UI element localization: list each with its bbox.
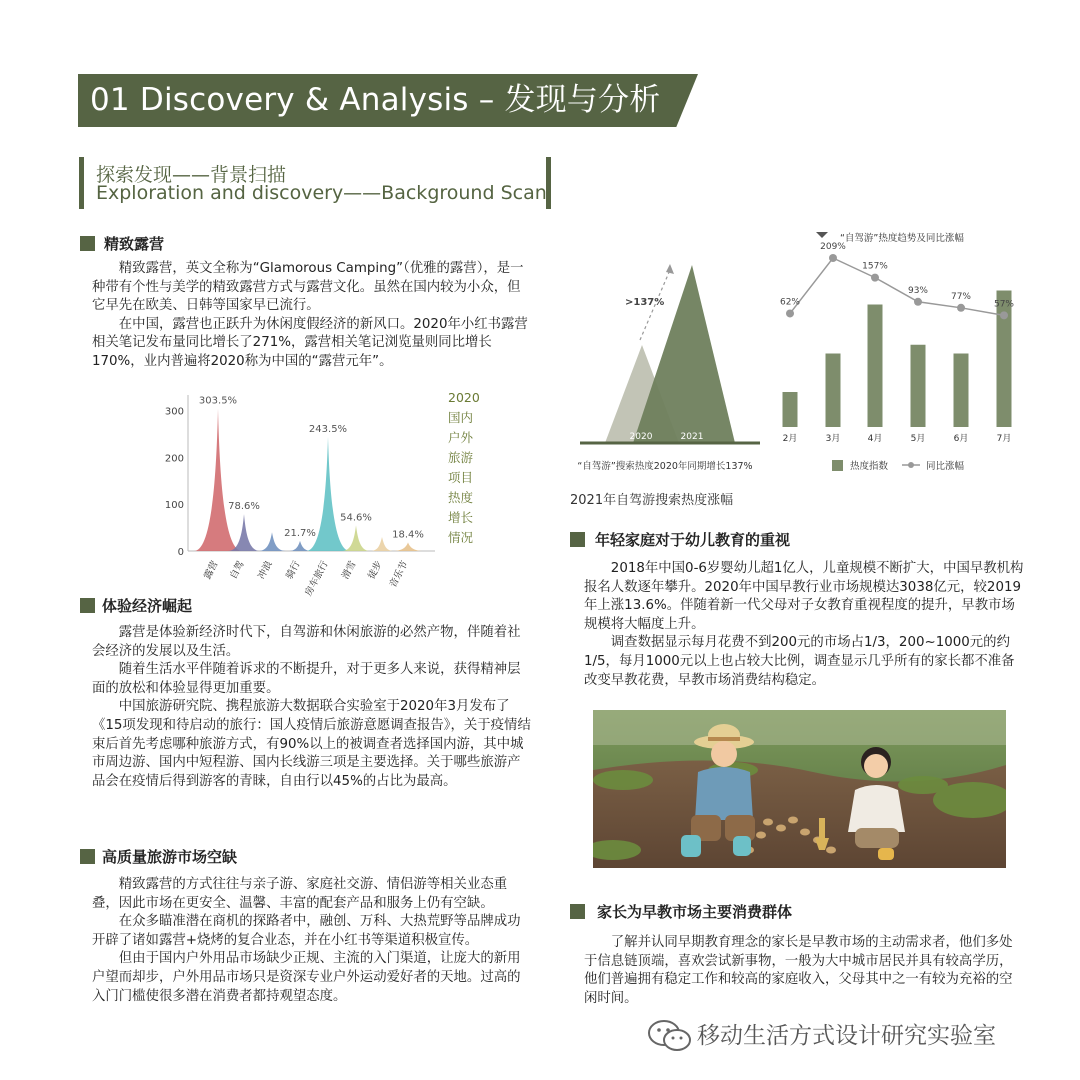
- side-text-line: 户外: [448, 430, 474, 445]
- side-text-line: 2020: [448, 390, 480, 405]
- x-tick-label: 2020: [629, 432, 653, 442]
- education-text: [584, 560, 1024, 690]
- bar-4: [911, 345, 926, 427]
- experience-heading: 体验经济崛起: [102, 597, 193, 615]
- x-tick-label: 4月: [867, 434, 883, 444]
- y-tick-label: 200: [164, 453, 184, 465]
- parents-heading: 家长为早教市场主要消费群体: [597, 903, 793, 921]
- wechat-icon: [647, 1019, 693, 1053]
- chart-title: “自驾游”热度趋势及同比涨幅: [840, 233, 964, 244]
- bar-3: [868, 305, 883, 428]
- bar-6: [997, 291, 1012, 428]
- line-point-6: [1000, 311, 1008, 319]
- y-tick-label: 0: [177, 547, 184, 558]
- section-title-zh: 探索发现——背景扫描: [96, 164, 287, 186]
- photo-illustration: [593, 710, 1006, 868]
- line-point-1: [786, 309, 794, 317]
- side-text-line: 国内: [448, 410, 474, 425]
- chart-caption: 2021年自驾游搜索热度涨幅: [570, 493, 734, 508]
- x-tick-label: 7月: [996, 434, 1012, 444]
- legend-label: 同比涨幅: [926, 461, 965, 472]
- line-point-5: [957, 304, 965, 312]
- paragraph: 2018年中国0-6岁婴幼儿超1亿人，儿童规模不断扩大，中国早教机构报名人数逐年攀升。2020年中国早教行业市场规模达3038亿元，较2019年上涨13.6%。伴随着新一代父母对子女教育重视程度的提升，早教市场规模将大幅度上升。: [584, 561, 1024, 632]
- spike-7: [370, 537, 394, 551]
- bar-line-chart: [770, 228, 1020, 478]
- data-label: 157%: [862, 261, 888, 272]
- data-label: 54.6%: [340, 512, 372, 524]
- data-label: 78.6%: [228, 501, 260, 513]
- spike-6: [342, 525, 370, 551]
- bar-line-marks: [780, 232, 1014, 472]
- triangle-chart: [575, 250, 775, 475]
- section-title-en: Exploration and discovery——Background Scan: [96, 182, 547, 204]
- x-tick-label: 滑雪: [340, 559, 359, 582]
- paragraph: 露营是体验新经济时代下，自驾游和休闲旅游的必然产物，伴随着社会经济的发展以及生活。: [92, 625, 521, 659]
- quality-heading: 高质量旅游市场空缺: [102, 848, 238, 866]
- data-label: 93%: [907, 285, 929, 296]
- spike-1: [194, 409, 242, 551]
- side-text-line: 增长: [448, 510, 474, 525]
- data-label: 303.5%: [198, 395, 238, 407]
- line-point-4: [914, 298, 922, 306]
- page-title: 01 Discovery & Analysis – 发现与分析: [90, 82, 661, 118]
- heading-square-icon: [80, 598, 95, 613]
- paragraph: 但由于国内户外用品市场缺少正规、主流的入门渠道，让庞大的新用户望而却步，户外用品市场只是资深专业户外运动爱好者的天地。过高的入门门槛使很多潜在消费者都持观望态度。: [92, 951, 521, 1004]
- chart-title: “自驾游”搜索热度2020年同期增长137%: [577, 461, 753, 472]
- x-tick-label: 房车旅行: [303, 559, 331, 598]
- side-text-line: 项目: [448, 470, 474, 485]
- bar-1: [783, 392, 798, 427]
- side-text-line: 情况: [448, 530, 474, 545]
- x-tick-label: 自驾: [228, 559, 247, 582]
- data-label: 209%: [820, 242, 846, 252]
- spike-4: [288, 541, 312, 551]
- paragraph: 了解并认同早期教育理念的家长是早教市场的主动需求者，他们多处于信息链顶端，喜欢尝试新事物，一般为大中城市居民并具有较高学历，他们普遍拥有稳定工作和较高的家庭收入，父母其中之一有较为充裕的空闲时间。: [584, 935, 1013, 1006]
- spike-chart: [160, 385, 450, 600]
- paragraph: 调查数据显示每月花费不到200元的市场占1/3，200~1000元的约1/5，每月1000元以上也占较大比例，调查显示几乎所有的家长都不准备改变早教花费，早教市场消费结构稳定。: [584, 635, 1015, 688]
- heading-square-icon: [570, 532, 585, 547]
- title-marker-icon: [816, 232, 828, 238]
- glamping-heading: 精致露营: [104, 235, 165, 253]
- legend-swatch-bar: [832, 460, 843, 471]
- y-tick-label: 100: [164, 500, 184, 512]
- experience-text: [92, 624, 532, 791]
- paragraph: 中国旅游研究院、携程旅游大数据联合实验室于2020年3月发布了《15项发现和待启动的旅行：国人疫情后旅游意愿调查报告》，关于疫情结束后首先考虑哪种旅游方式，有90%以上的被调查者选择国内游，其中城市周边游、国内中短程游、国内长线游三项是主要选择。关于哪些旅游产品会在疫情后得到游客的青睐，自由行以45%的占比为最高。: [92, 699, 531, 789]
- x-tick-label: 冲浪: [256, 559, 275, 582]
- x-tick-label: 6月: [953, 434, 969, 444]
- triangle-marks: [577, 264, 760, 472]
- x-tick-label: 2月: [782, 434, 798, 444]
- x-tick-label: 3月: [825, 434, 841, 444]
- heading-square-icon: [80, 236, 95, 251]
- arrow-head: [666, 264, 674, 274]
- legend-swatch-point: [908, 462, 914, 468]
- x-tick-label: 5月: [910, 434, 926, 444]
- triangle-2021: [633, 265, 735, 443]
- x-tick-label: 2021: [680, 432, 704, 442]
- side-text-line: 热度: [448, 490, 474, 505]
- parents-text: [584, 934, 1024, 1008]
- data-label: 57%: [993, 299, 1015, 310]
- line-series: [790, 258, 1004, 315]
- children-photo: [593, 710, 1006, 868]
- spike-3: [258, 532, 286, 551]
- quality-text: [92, 876, 532, 1006]
- paragraph: 随着生活水平伴随着诉求的不断提升，对于更多人来说，获得精神层面的放松和体验显得更加重要。: [92, 662, 521, 696]
- paragraph: 在众多瞄准潜在商机的探路者中，融创、万科、大热荒野等品牌成功开辟了诸如露营+烧烤的复合业态，并在小红书等渠道积极宣传。: [92, 914, 521, 948]
- annotation: >137%: [625, 297, 665, 308]
- paragraph: 精致露营，英文全称为“Glamorous Camping”（优雅的露营），是一种带有个性与美学的精致露营方式与露营文化。虽然在国内较为小众，但它早先在欧美、日韩等国家早已流行。: [92, 261, 524, 314]
- data-label: 77%: [950, 291, 972, 302]
- paragraph: 在中国，露营也正跃升为休闲度假经济的新风口。2020年小红书露营相关笔记发布量同比增长了271%，露营相关笔记浏览量则同比增长170%，业内普遍将2020称为中国的“露营元年”。: [92, 316, 528, 369]
- spike-8: [392, 542, 424, 551]
- x-tick-label: 徒步: [366, 559, 385, 582]
- x-tick-label: 音乐节: [387, 559, 411, 590]
- bar-2: [826, 354, 841, 428]
- spike-chart-side-text: [448, 388, 488, 548]
- line-point-3: [871, 274, 879, 282]
- legend-label: 热度指数: [850, 461, 889, 472]
- x-tick-label: 骑行: [284, 559, 303, 582]
- spike-marks: [194, 396, 424, 598]
- heading-square-icon: [80, 849, 95, 864]
- paragraph: 精致露营的方式往往与亲子游、家庭社交游、情侣游等相关业态重叠，因此市场在更安全、温馨、丰富的配套产品和服务上仍有空缺。: [92, 877, 508, 911]
- education-heading: 年轻家庭对于幼儿教育的重视: [595, 531, 791, 549]
- data-label: 62%: [779, 297, 801, 308]
- line-point-2: [829, 254, 837, 262]
- section-bar-left: [79, 157, 84, 209]
- watermark-text: 移动生活方式设计研究实验室: [697, 1023, 996, 1049]
- bar-5: [954, 354, 969, 428]
- x-tick-label: 露营: [202, 559, 221, 582]
- side-text-line: 旅游: [448, 450, 474, 465]
- glamping-text: [92, 260, 532, 372]
- data-label: 18.4%: [392, 529, 424, 541]
- heading-square-icon: [570, 904, 585, 919]
- y-tick-label: 300: [164, 406, 184, 418]
- data-label: 243.5%: [308, 423, 348, 435]
- data-label: 21.7%: [284, 527, 316, 539]
